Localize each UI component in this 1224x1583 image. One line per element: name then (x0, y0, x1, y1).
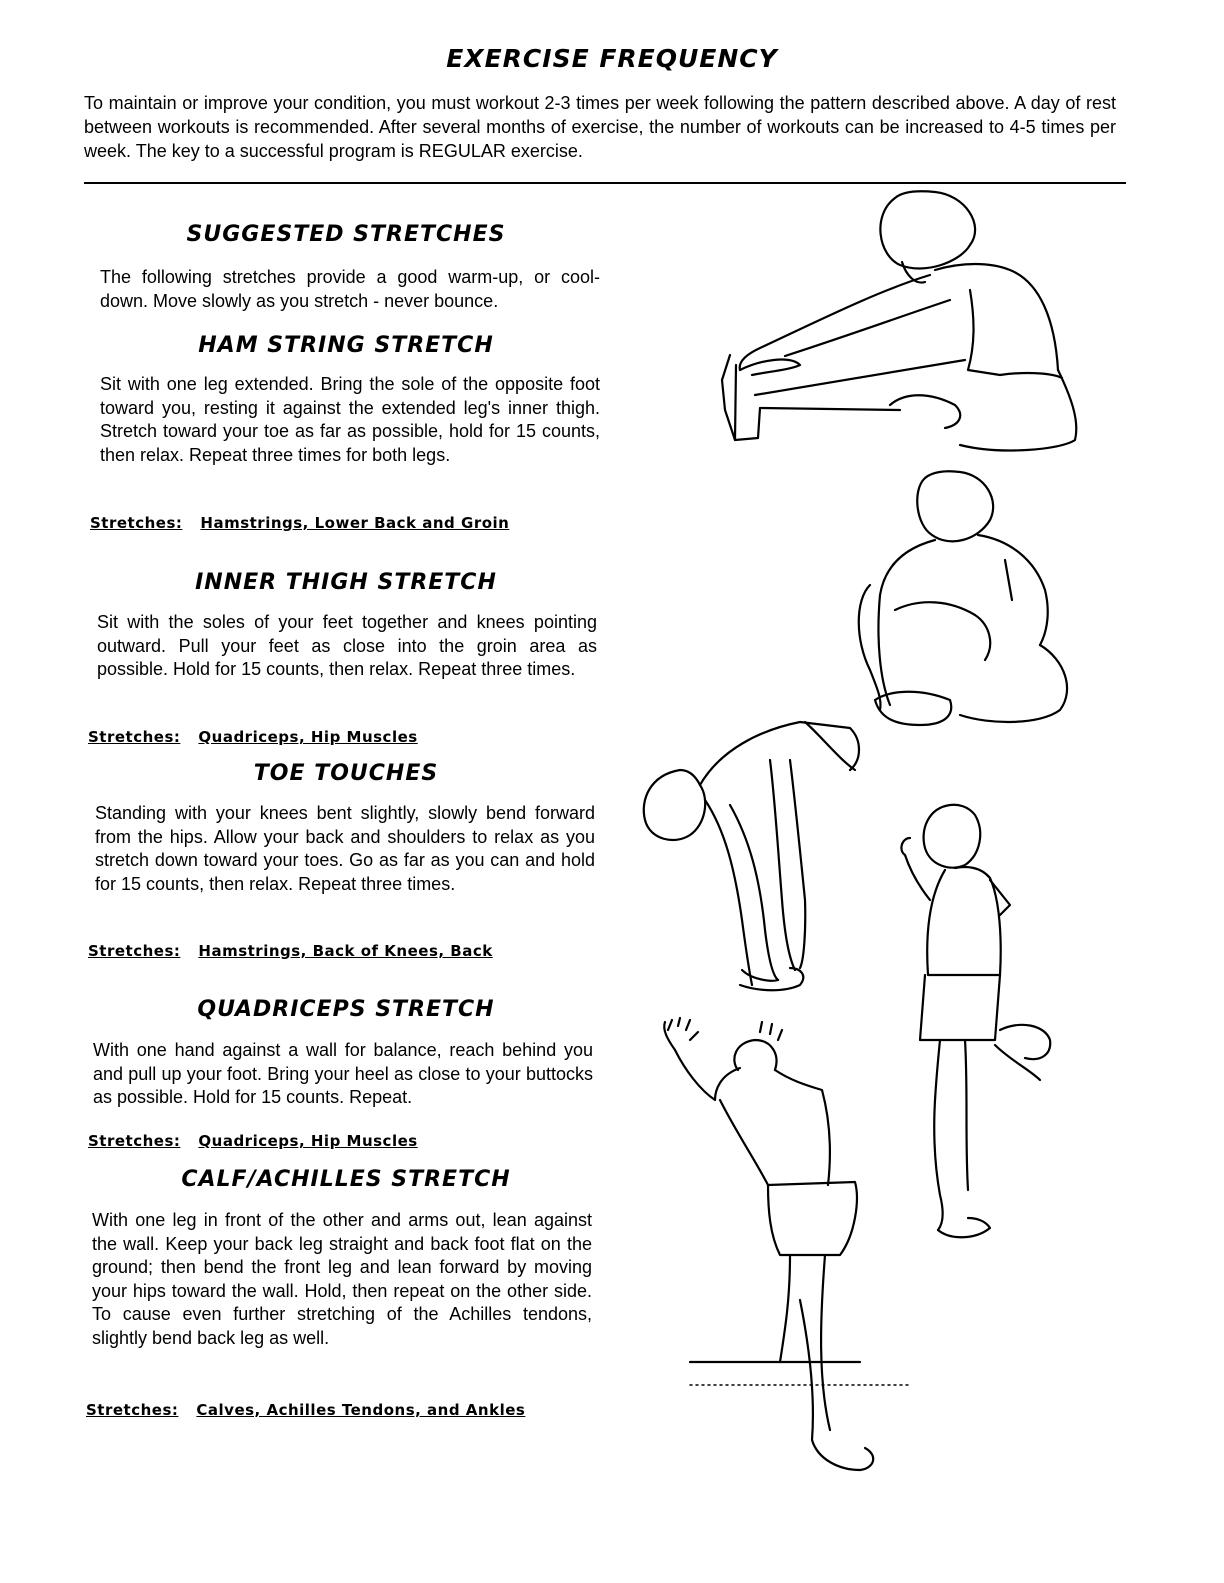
toe-touches-illustration (644, 722, 859, 990)
hamstring-stretch-illustration (722, 191, 1076, 450)
calf-achilles-stretch-text: With one leg in front of the other and arms out, lean against the wall. Keep your back leg straight and back foot flat on the ground; then bend the front leg and lean forward by moving your hips toward the wall. Hold, then repeat on the other side. To cause even further stretching of the Achilles tendons, slightly bend back leg as well. (92, 1210, 592, 1348)
stretches-muscles: Hamstrings, Lower Back and Groin (200, 514, 510, 532)
stretches-label: Stretches: (90, 514, 183, 532)
stretches-label: Stretches: (88, 1132, 181, 1150)
quadriceps-stretch-heading: QUADRICEPS STRETCH (197, 997, 495, 1022)
calf-achilles-stretch-illustration (664, 1018, 910, 1470)
suggested-stretches-heading: SUGGESTED STRETCHES (186, 222, 506, 247)
hamstring-stretch-heading: HAM STRING STRETCH (198, 333, 494, 358)
page-title: EXERCISE FREQUENCY (446, 44, 778, 73)
calf-achilles-stretch-heading: CALF/ACHILLES STRETCH (181, 1167, 511, 1192)
toe-touches-heading: TOE TOUCHES (253, 761, 439, 786)
suggested-stretches-intro: The following stretches provide a good warm-up, or cool-down. Move slowly as you stretch - never bounce. (100, 267, 600, 311)
stretches-muscles: Quadriceps, Hip Muscles (198, 1132, 418, 1150)
stretches-muscles: Hamstrings, Back of Knees, Back (198, 942, 493, 960)
inner-thigh-stretch-text: Sit with the soles of your feet together and knees pointing outward. Pull your feet as close into the groin area as possible. Hold for 15 counts, then relax. Repeat three times. (97, 612, 597, 679)
quadriceps-stretch-illustration (901, 805, 1050, 1238)
stretches-label: Stretches: (88, 942, 181, 960)
toe-touches-text: Standing with your knees bent slightly, slowly bend forward from the hips. Allow your back and shoulders to relax as you stretch down toward your toes. Go as far as you can and hold for 15 counts, then relax. Repeat three times. (95, 803, 595, 894)
stretches-label: Stretches: (88, 728, 181, 746)
hamstring-stretch-text: Sit with one leg extended. Bring the sole of the opposite foot toward you, resting it against the extended leg's inner thigh. Stretch toward your toe as far as possible, hold for 15 counts, then relax. Repeat three times for both legs. (100, 374, 600, 465)
inner-thigh-stretch-heading: INNER THIGH STRETCH (195, 570, 497, 595)
inner-thigh-stretch-illustration (859, 471, 1067, 725)
frequency-paragraph: To maintain or improve your condition, you must workout 2-3 times per week following the pattern described above. A day of rest between workouts is recommended. After several months of exercise, the number of workouts can be increased to 4-5 times per week. The key to a successful program is REGULAR exercise. (84, 93, 1116, 161)
quadriceps-stretch-text: With one hand against a wall for balance, reach behind you and pull up your foot. Bring your heel as close to your buttocks as possible. Hold for 15 counts. Repeat. (93, 1040, 593, 1107)
stretches-muscles: Calves, Achilles Tendons, and Ankles (196, 1401, 526, 1419)
stretches-muscles: Quadriceps, Hip Muscles (198, 728, 418, 746)
stretches-label: Stretches: (86, 1401, 179, 1419)
